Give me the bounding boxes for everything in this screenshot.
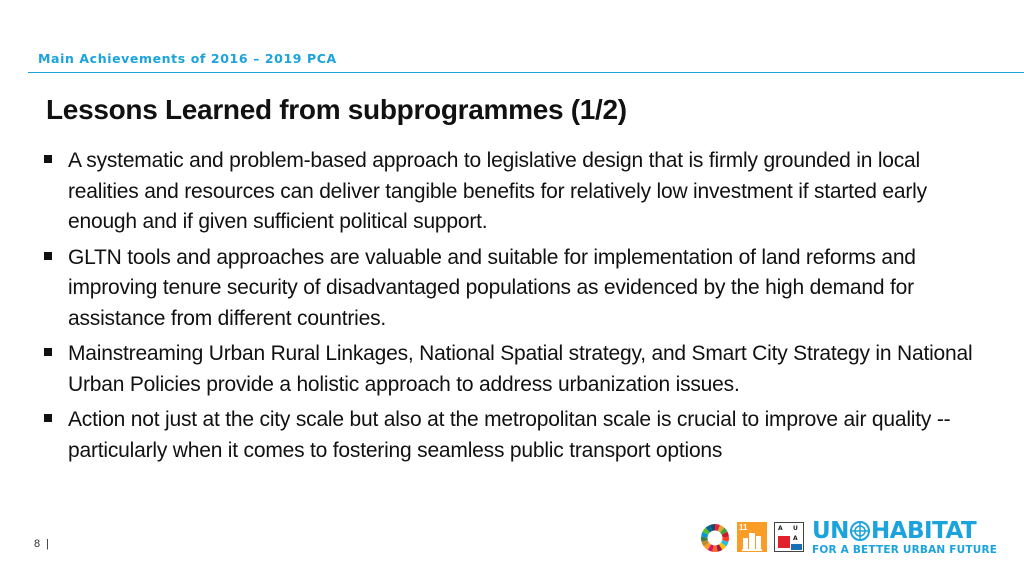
square-bullet-icon xyxy=(44,414,52,422)
unhabitat-tagline: FOR A BETTER URBAN FUTURE xyxy=(812,544,998,556)
aua-letter: A xyxy=(793,535,798,542)
unhabitat-wordmark-left: UN xyxy=(812,518,849,544)
slide-title: Lessons Learned from subprogrammes (1/2) xyxy=(46,94,627,125)
bullet-item xyxy=(44,146,984,238)
sdg-wheel-icon xyxy=(700,523,730,553)
bullet-text: Action not just at the city scale but also at the metropolitan scale is crucial to improve air quality -- particularly when it comes to fostering seamless public transport options xyxy=(68,408,951,462)
page-number-value: 8 xyxy=(34,538,41,550)
bullet-list xyxy=(44,146,984,471)
header-divider xyxy=(28,72,1024,73)
bullet-item xyxy=(44,405,984,466)
sdg11-number: 11 xyxy=(739,523,748,532)
bullet-text: Mainstreaming Urban Rural Linkages, National Spatial strategy, and Smart City Strategy in National Urban Policies provide a holistic approach to address urbanization issues. xyxy=(68,342,973,396)
aua-letter: A xyxy=(778,525,783,532)
bullet-item xyxy=(44,339,984,400)
aua-logo-icon xyxy=(774,522,804,552)
unhabitat-wordmark-right: HABITAT xyxy=(870,518,977,544)
aua-letter: U xyxy=(793,525,798,532)
bullet-text: GLTN tools and approaches are valuable and suitable for implementation of land reforms and improving tenure security of disadvantaged populations as evidenced by the high demand for assistance from different countries. xyxy=(68,245,916,330)
sdg11-icon xyxy=(737,522,767,552)
page-separator: | xyxy=(46,538,49,550)
unhabitat-logo xyxy=(812,519,997,556)
square-bullet-icon xyxy=(44,155,52,163)
un-globe-icon xyxy=(850,521,870,541)
unhabitat-wordmark xyxy=(812,519,997,543)
bullet-item xyxy=(44,243,984,335)
square-bullet-icon xyxy=(44,348,52,356)
section-label: Main Achievements of 2016 – 2019 PCA xyxy=(38,51,337,66)
bullet-text: A systematic and problem-based approach to legislative design that is firmly grounded in local realities and resources can deliver tangible benefits for relatively low investment if started early enough and if given sufficient political support. xyxy=(68,149,927,233)
page-number xyxy=(34,538,49,550)
square-bullet-icon xyxy=(44,252,52,260)
